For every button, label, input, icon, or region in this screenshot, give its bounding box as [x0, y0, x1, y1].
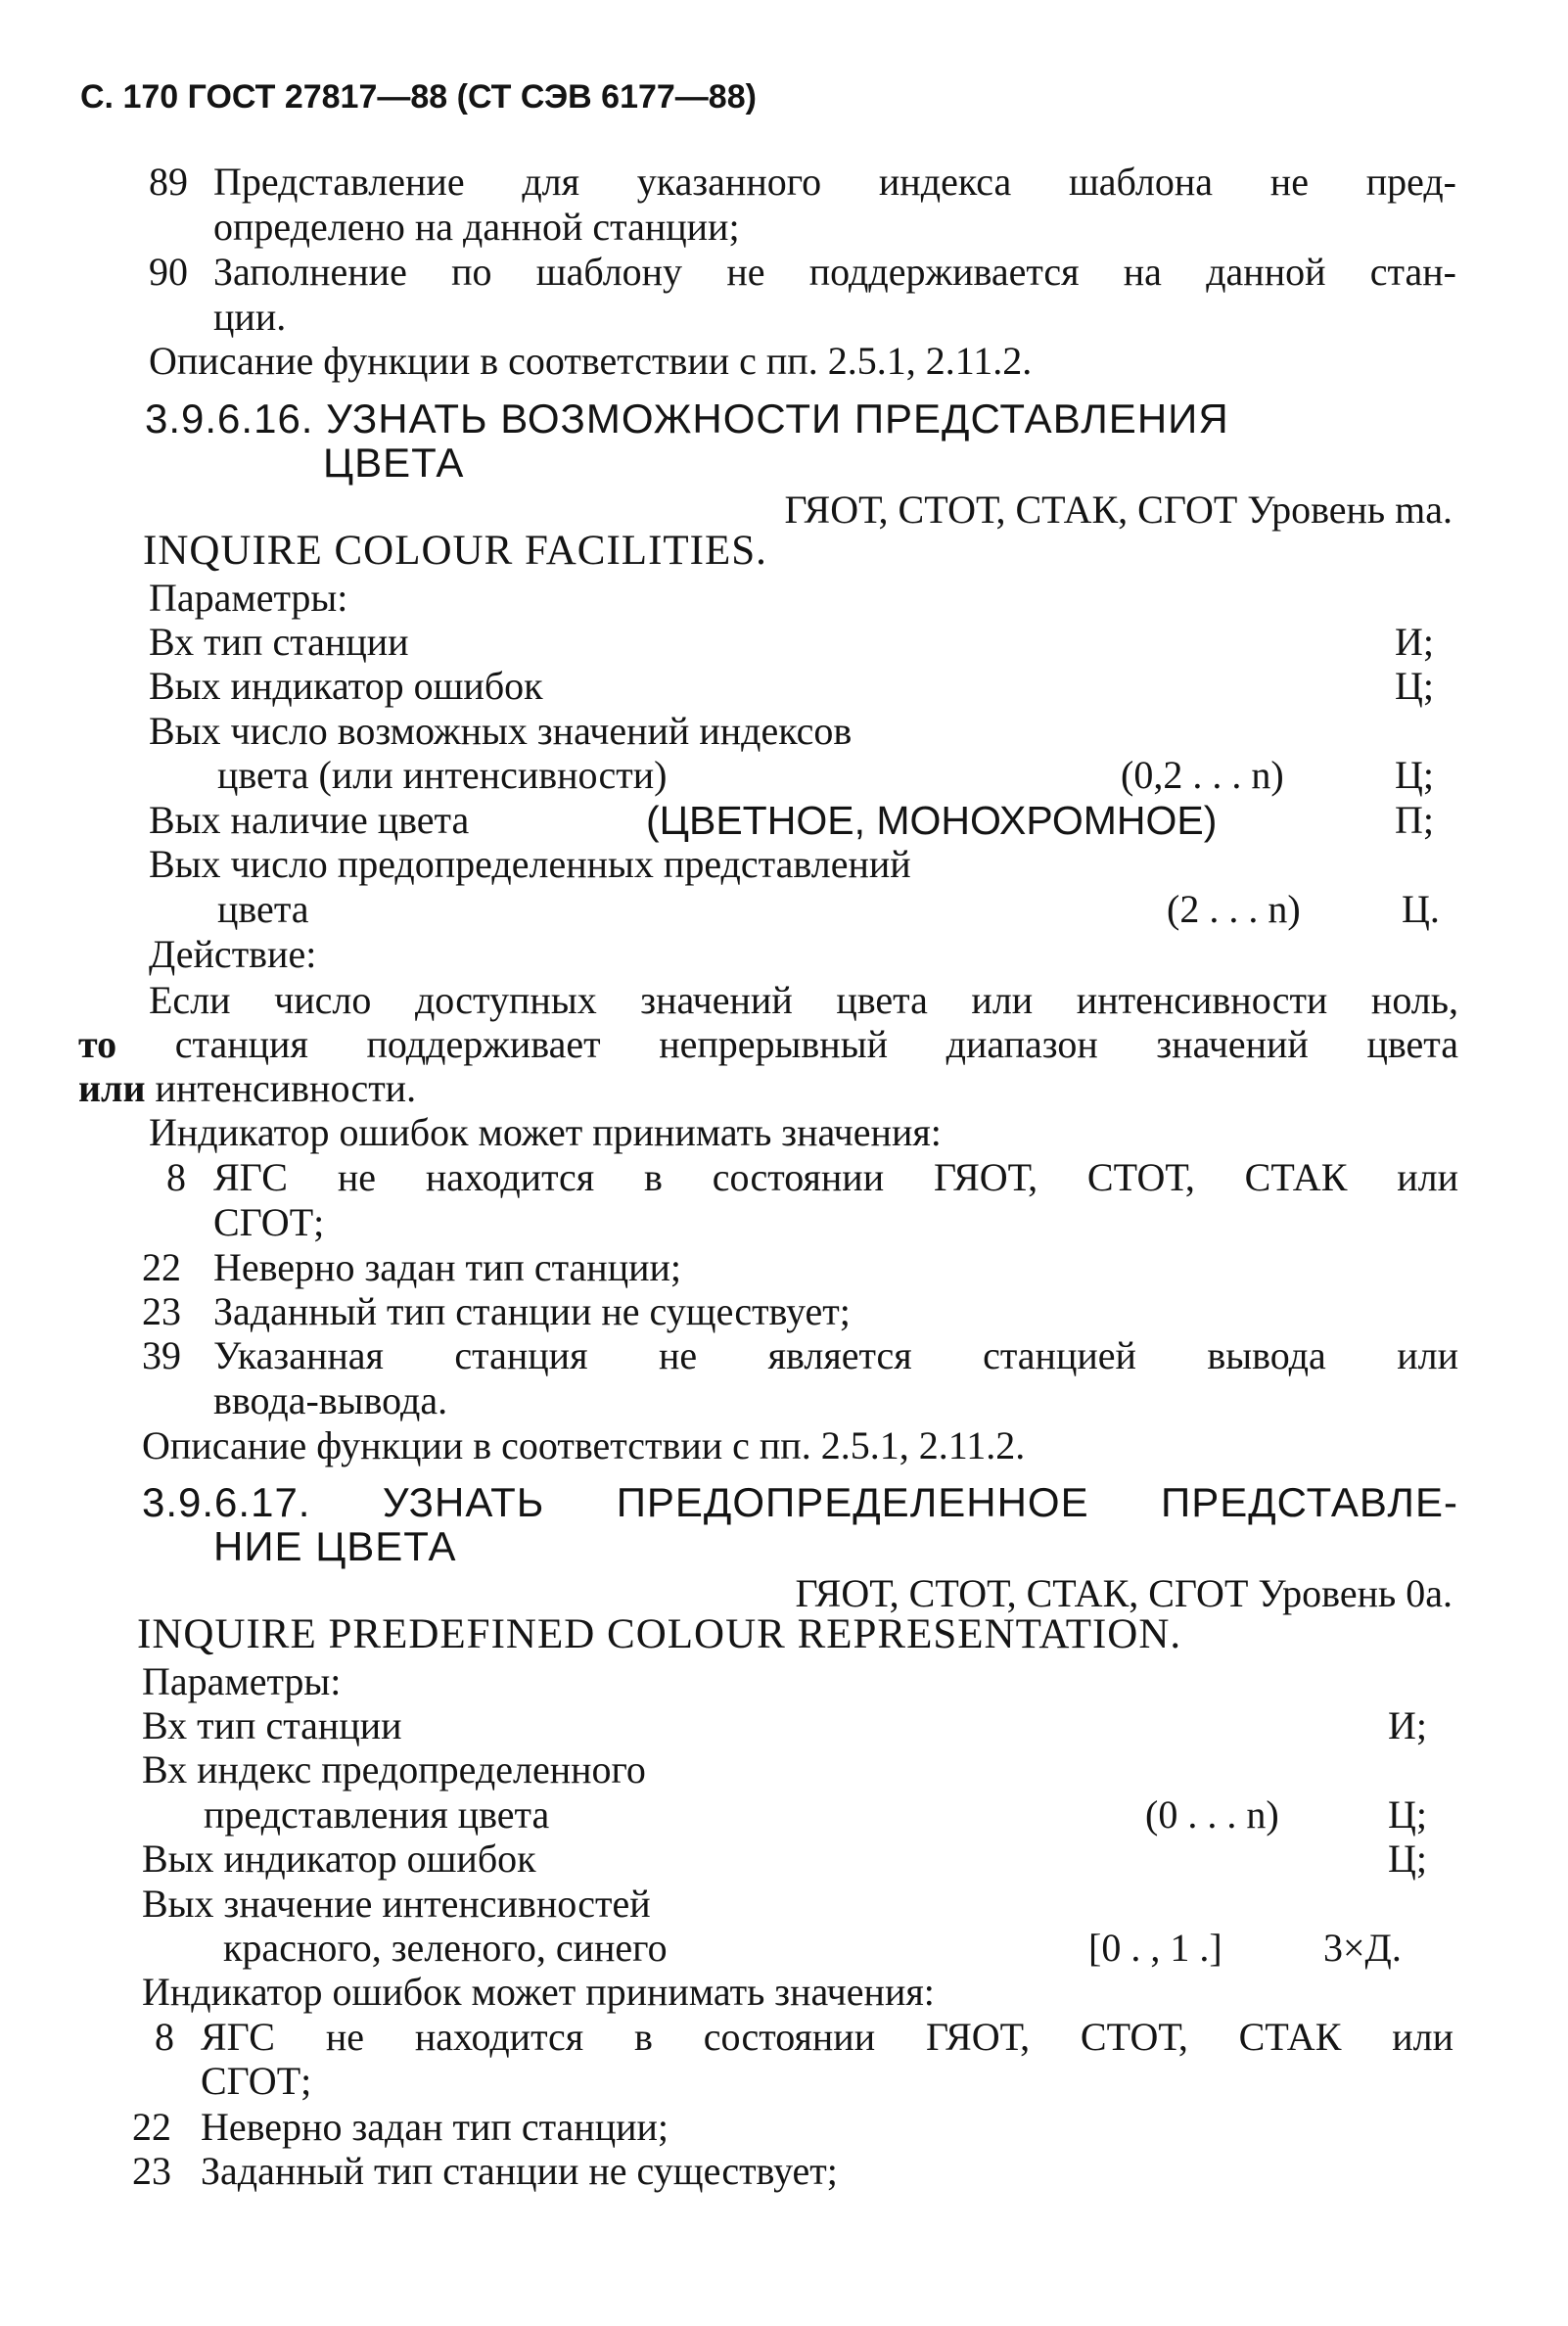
error-code-90: 90 [149, 250, 188, 294]
param-type: 3×Д. [1323, 1926, 1402, 1970]
error-39-text-line2: ввода-вывода. [213, 1378, 448, 1422]
section-16-title-line2: ЦВЕТА [323, 440, 465, 486]
params-label: Параметры: [142, 1659, 342, 1703]
error-89-text-line1: Представление для указанного индекса шаблона не пред- [213, 160, 1456, 204]
param-type: И; [1395, 620, 1434, 664]
param-text: Вых индикатор ошибок [142, 1837, 536, 1881]
error-code-8: 8 [155, 2015, 174, 2059]
action-lead-word: или [78, 1066, 146, 1110]
param-text: Вых число возможных значений индексов [149, 709, 853, 753]
param-row [0, 887, 1568, 932]
param-range: (0,2 . . . n) [1121, 753, 1284, 797]
section-17-title-line2: НИЕ ЦВЕТА [213, 1523, 457, 1569]
error-code-89: 89 [149, 160, 188, 204]
param-text: Вх тип станции [142, 1703, 402, 1747]
action-label: Действие: [149, 932, 317, 976]
error-code-39: 39 [142, 1333, 181, 1377]
param-text: Вых индикатор ошибок [149, 664, 543, 708]
error-22-text: Неверно задан тип станции; [213, 1245, 682, 1289]
param-row [0, 1747, 1568, 1792]
error-code-23: 23 [142, 1289, 181, 1333]
error-code-23: 23 [132, 2149, 171, 2193]
section-16-title-line1: 3.9.6.16. УЗНАТЬ ВОЗМОЖНОСТИ ПРЕДСТАВЛЕНИЯ [145, 395, 1229, 442]
param-row [0, 1703, 1568, 1748]
param-type: Ц; [1395, 753, 1434, 797]
param-text: Вых наличие цвета [149, 798, 470, 842]
section-17-states-level: ГЯОТ, СТОТ, СТАК, СГОТ Уровень 0а. [795, 1571, 1453, 1615]
error-23-text: Заданный тип станции не существует; [213, 1289, 851, 1333]
param-range: [0 . , 1 .] [1088, 1926, 1222, 1970]
param-type: Ц. [1402, 887, 1440, 931]
action-rest: станция поддерживает непрерывный диапазон значений цвета [174, 1022, 1458, 1066]
error-code-22: 22 [142, 1245, 181, 1289]
function-description: Описание функции в соответствии с пп. 2.5.1, 2.11.2. [142, 1423, 1026, 1467]
param-range: (0 . . . n) [1145, 1792, 1279, 1837]
error-90-text-line2: ции. [213, 295, 287, 339]
param-text: Вх тип станции [149, 620, 409, 664]
param-text: представления цвета [204, 1792, 550, 1837]
action-text-line3 [78, 1066, 416, 1111]
param-text: цвета [217, 887, 309, 931]
param-text: Вых число предопределенных представлений [149, 842, 911, 886]
error-8-text-line1: ЯГС не находится в состоянии ГЯОТ, СТОТ, СТАК или [213, 1155, 1458, 1199]
error-8-text-line2: СГОТ; [201, 2059, 312, 2103]
errors-label: Индикатор ошибок может принимать значения: [142, 1970, 935, 2014]
param-row [0, 798, 1568, 843]
error-89-text-line2: определено на данной станции; [213, 205, 740, 249]
section-16-english-name: INQUIRE COLOUR FACILITIES. [143, 528, 767, 574]
param-type: Ц; [1388, 1792, 1427, 1837]
params-label: Параметры: [149, 576, 348, 620]
error-90-text-line1: Заполнение по шаблону не поддерживается на данной стан- [213, 250, 1456, 294]
param-text: Вх индекс предопределенного [142, 1747, 646, 1791]
param-type: И; [1388, 1703, 1427, 1747]
error-22-text: Неверно задан тип станции; [201, 2105, 669, 2149]
error-code-22: 22 [132, 2105, 171, 2149]
param-type: Ц; [1395, 664, 1434, 708]
param-row [0, 753, 1568, 798]
param-row [0, 709, 1568, 754]
param-row [0, 842, 1568, 887]
param-type: Ц; [1388, 1837, 1427, 1881]
param-text: красного, зеленого, синего [223, 1926, 668, 1970]
param-row [0, 1882, 1568, 1927]
param-row [0, 1792, 1568, 1838]
error-39-text-line1: Указанная станция не является станцией вывода или [213, 1333, 1458, 1377]
error-code-8: 8 [166, 1155, 186, 1199]
action-text-line2 [78, 1022, 1458, 1067]
param-row [0, 1926, 1568, 1971]
action-text-line1: Если число доступных значений цвета или интенсивности ноль, [149, 978, 1458, 1022]
error-8-text-line2: СГОТ; [213, 1200, 325, 1244]
action-rest: интенсивности. [155, 1066, 417, 1110]
error-23-text: Заданный тип станции не существует; [201, 2149, 838, 2193]
action-lead-word: то [78, 1022, 117, 1066]
param-row [0, 620, 1568, 665]
param-row [0, 664, 1568, 709]
error-8-text-line1: ЯГС не находится в состоянии ГЯОТ, СТОТ, СТАК или [201, 2015, 1453, 2059]
param-range: (ЦВЕТНОЕ, МОНОХРОМНОЕ) [646, 798, 1218, 843]
param-type: П; [1395, 798, 1434, 842]
param-text: Вых значение интенсивностей [142, 1882, 651, 1926]
param-range: (2 . . . n) [1167, 887, 1301, 931]
section-17-english-name: INQUIRE PREDEFINED COLOUR REPRESENTATION. [137, 1611, 1182, 1657]
section-17-title-line1: 3.9.6.17. УЗНАТЬ ПРЕДОПРЕДЕЛЕННОЕ ПРЕДСТАВЛЕ- [142, 1479, 1458, 1525]
function-description: Описание функции в соответствии с пп. 2.5.1, 2.11.2. [149, 339, 1033, 383]
running-header: С. 170 ГОСТ 27817—88 (СТ СЭВ 6177—88) [80, 78, 757, 116]
param-text: цвета (или интенсивности) [217, 753, 668, 797]
param-row [0, 1837, 1568, 1882]
errors-label: Индикатор ошибок может принимать значения: [149, 1110, 942, 1154]
section-16-states-level: ГЯОТ, СТОТ, СТАК, СГОТ Уровень mа. [784, 488, 1453, 532]
